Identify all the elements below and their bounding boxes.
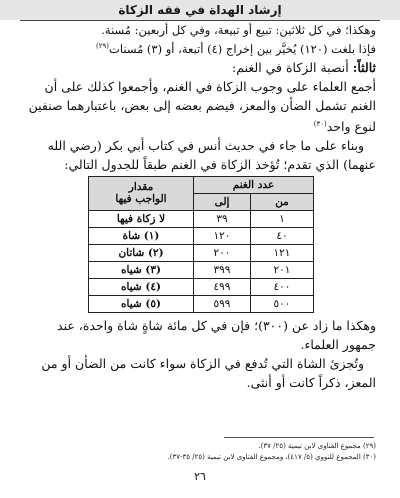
cell-to: ٢٠٠ (194, 244, 251, 261)
header-amount-due (89, 176, 194, 210)
cell-to: ٣٩ (194, 210, 251, 227)
text-span: لنوع واحد (326, 118, 376, 134)
section-label: ثالثاً: (352, 59, 376, 75)
header-amount-line: الواجب فيها (115, 193, 167, 206)
cell-due: (٣) شياه (89, 261, 194, 278)
cell-to: ٥٩٩ (194, 295, 251, 312)
table-row (89, 244, 314, 261)
header-to: إلى (194, 193, 251, 210)
text-line: وهكذا؛ في كل ثلاثين: تبيع أو تبيعة، وفي كل أربعين: مُسنة. (101, 23, 376, 37)
section-heading (26, 58, 376, 77)
cell-due: لا زكاة فيها (89, 210, 194, 227)
footnote-ref: (٣٠) (313, 119, 327, 128)
running-header-title: إرشاد الهداة في فقه الزكاة (118, 3, 282, 17)
cell-to: ١٢٠ (194, 227, 251, 244)
cell-due: (١) شاة (89, 227, 194, 244)
header-from: من (251, 193, 314, 210)
cell-due: (٤) شياه (89, 278, 194, 295)
running-header (0, 0, 400, 20)
paragraph-line: وتُجزئ الشاة التي تُدفع في الزكاة سواء كانت من الضأن أو من (41, 355, 364, 371)
cell-from: ١ (251, 210, 314, 227)
paragraph-line: وهكذا ما زاد عن (٣٠٠)؛ فإن في كل مائة شاةٍ شاة واحدة، عند (57, 317, 376, 333)
section-title: أنصبة الزكاة في الغنم: (232, 59, 353, 75)
paragraph-line: وبناء على ما جاء في حديث أنس في كتاب أبي بكر (رضي الله (47, 137, 364, 153)
text-line (26, 38, 376, 57)
cell-to: ٤٩٩ (194, 278, 251, 295)
cell-due: (٢) شاتان (89, 244, 194, 261)
paragraph-line: الغنم تشمل الضأن والمعز، فيضم بعضه إلى بعض، باعتبارهما صنفين (28, 97, 376, 113)
footnote: (٢٩) مجموع الفتاوى لابن تيمية (٢٥/ ٣٧). (258, 442, 376, 450)
table-header-row (89, 176, 314, 193)
table-row (89, 261, 314, 278)
table-row (89, 278, 314, 295)
cell-from: ٥٠٠ (251, 295, 314, 312)
header-rule (20, 20, 380, 21)
cell-from: ٢٠١ (251, 261, 314, 278)
zakat-table (88, 176, 314, 313)
footnote-ref: (٢٩) (96, 42, 110, 51)
page-number: ٢٦ (194, 470, 206, 483)
header-sheep-count: عدد الغنم (194, 176, 314, 193)
cell-from: ١٢١ (251, 244, 314, 261)
text-span: فإذا بلغت (١٢٠) يُخيَّر بين إخراج (٤) أتبعة، أو (٣) مُسنات (109, 42, 376, 57)
page-body (26, 22, 376, 392)
cell-from: ٤٠٠ (251, 278, 314, 295)
header-amount-line: مقدار (128, 181, 154, 194)
footnote: (٣٠) المجموع للنووي (٥/ ٤١٧)، ومجموع الفتاوى لابن تيمية (٢٥/ ٣٥-٣٧). (167, 453, 376, 461)
paragraph-line: المعز، ذكراً كانت أو أنثى. (246, 374, 376, 390)
footnotes (26, 441, 376, 463)
table-row (89, 210, 314, 227)
paragraph-line: عنهما) الذي تقدم؛ تُؤخذ الزكاة في الغنم طبقاً للجدول التالي: (64, 156, 376, 172)
table-row (89, 227, 314, 244)
cell-from: ٤٠ (251, 227, 314, 244)
cell-due: (٥) شياه (89, 295, 194, 312)
footnote-separator (224, 437, 374, 438)
paragraph-line (26, 115, 376, 136)
paragraph-line: جمهور العلماء. (300, 336, 376, 352)
paragraph-line: أجمع العلماء على وجوب الزكاة في الغنم، وأجمعوا كذلك على أن (44, 78, 376, 94)
table-row (89, 295, 314, 312)
cell-to: ٣٩٩ (194, 261, 251, 278)
